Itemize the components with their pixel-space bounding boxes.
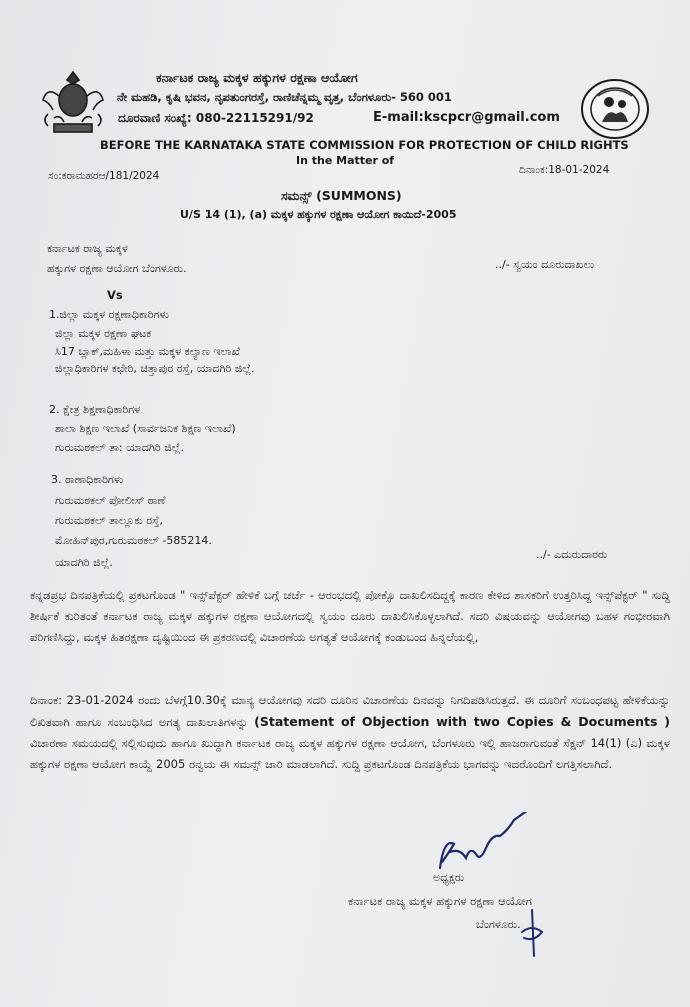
respondent-1-line: 1.ಜಿಲ್ಲಾ ಮಕ್ಕಳ ರಕ್ಷಣಾಧಿಕಾರಿಗಳು	[49, 308, 170, 321]
signature-mark	[432, 812, 552, 876]
respondent-3-line: 3. ಠಾಣಾಧಿಕಾರಿಗಳು	[51, 473, 124, 486]
document-date: ದಿನಾಂಕ:18-01-2024	[519, 164, 610, 176]
org-phone: ದೂರವಾಣಿ ಸಂಖ್ಯೆ: 080-22115291/92	[118, 111, 314, 125]
signatory-city: ಬೆಂಗಳೂರು.	[476, 918, 521, 931]
org-address: ನೇ ಮಹಡಿ, ಕೃಷಿ ಭವನ, ನೃಪತುಂಗರಸ್ತೆ, ರಾಣಿಚೆನ್ನಮ್ಮ ವೃತ್ತ, ಬೆಂಗಳೂರು- 560 001	[117, 90, 452, 104]
org-name-kannada: ಕರ್ನಾಟಕ ರಾಜ್ಯ ಮಕ್ಕಳ ಹಕ್ಕುಗಳ ರಕ್ಷಣಾ ಆಯೋಗ	[156, 70, 358, 85]
body-paragraph-2-text: ವಿಚಾರಣಾ ಸಮಯದಲ್ಲಿ ಸಲ್ಲಿಸುವುದು ಹಾಗೂ ಖುದ್ದಾಗಿ ಕರ್ನಾಟಕ ರಾಜ್ಯ ಮಕ್ಕಳ ಹಕ್ಕುಗಳ ರಕ್ಷಣಾ ಆಯೋಗ, ಬೆಂಗಳೂರು ಇಲ್ಲಿ ಹಾಜರಾಗುವಂತೆ ಸೆಕ್ಷನ್ 14(1) (ಎ) ಮಕ್ಕಳ ಹಕ್ಕುಗಳ ರಕ್ಷಣಾ ಆಯೋಗ ಕಾಯ್ದೆ 2005 ರನ್ವಯ ಈ ಸಮನ್ಸ್ ಜಾರಿ ಮಾಡಲಾಗಿದೆ. ಸುದ್ದಿ ಪ್ರಕಟಗೊಂಡ ದಿನಪತ್ರಿಕೆಯ ಭಾಗವನ್ನು ಇದರೊಂದಿಗೆ ಲಗತ್ತಿಸಲಾಗಿದೆ.	[30, 736, 670, 771]
signatory-designation: ಅಧ್ಯಕ್ಷರು	[433, 871, 465, 884]
matter-heading: In the Matter of	[296, 154, 395, 167]
org-email: E-mail:kscpcr@gmail.com	[373, 110, 560, 125]
respondent-1-line: ಸಿ17 ಬ್ಲಾಕ್,ಮಹಿಳಾ ಮತ್ತು ಮಕ್ಕಳ ಕಲ್ಯಾಣ ಇಲಾಖೆ	[55, 345, 240, 358]
body-paragraph-2	[30, 690, 670, 775]
respondent-2-line: 2. ಕ್ಷೇತ್ರ ಶಿಕ್ಷಣಾಧಿಕಾರಿಗಳ	[49, 403, 141, 416]
body-paragraph-2-text: ದಿನಾಂಕ: 23-01-2024 ರಂದು ಬೆಳಗ್ಗೆ10.30ಕ್ಕೆ ಮಾನ್ಯ ಆಯೋಗವು ಸದರಿ ದೂರಿನ ವಿಚಾರಣೆಯ ದಿನವನ್ನು ನಿಗದಿಪಡಿಸಿರುತ್ತದೆ. ಈ ದೂರಿಗೆ ಸಂಬಂಧಪಟ್ಟ ಹೇಳಿಕೆಯನ್ನು ಲಿಖಿತವಾಗಿ ಹಾಗೂ ಸಂಬಂಧಿಸಿದ ಅಗತ್ಯ ದಾಖಲಾತಿಗಳನ್ನು	[30, 693, 670, 729]
respondent-3-line: ಯಾದಗಿರಿ ಜಿಲ್ಲೆ.	[55, 556, 113, 569]
commission-logo-icon	[580, 78, 650, 140]
statement-of-objection-text: (Statement of Objection with two Copies & Documents )	[254, 714, 670, 729]
reference-number: ಸಂ:ಕರಾಮಹರಆ/181/2024	[48, 170, 160, 182]
complainant-line-1: ಕರ್ನಾಟಕ ರಾಜ್ಯ ಮಕ್ಕಳ	[47, 242, 128, 255]
respondent-role: ../- ಎದುರುದಾರರು	[536, 548, 608, 561]
complainant-line-2: ಹಕ್ಕುಗಳ ರಕ್ಷಣಾ ಆಯೋಗ ಬೆಂಗಳೂರು.	[47, 262, 187, 275]
respondent-3-line: ಗುರುಮಠಕಲ್ ಪೋಲೀಸ್ ಠಾಣೆ	[55, 494, 166, 507]
respondent-1-line: ಜಿಲ್ಲಾ ಮಕ್ಕಳ ರಕ್ಷಣಾ ಘಟಕ	[55, 327, 152, 340]
respondent-3-line: ಮೋಹಿನ್‌ಪುರ,ಗುರುಮಠಕಲ್ -585214.	[55, 534, 212, 547]
complainant-role: ../- ಸ್ವಯಂ ದೂರುದಾಖಲು	[495, 258, 595, 271]
respondent-3-line: ಗುರುಮಠಕಲ್ ತಾಲ್ಲೂಕು ರಸ್ತೆ,	[55, 514, 163, 527]
respondent-2-line: ಶಾಲಾ ಶಿಕ್ಷಣ ಇಲಾಖೆ (ಸಾರ್ವಜನಿಕ ಶಿಕ್ಷಣ ಇಲಾಖೆ)	[55, 422, 236, 435]
respondent-2-line: ಗುರುಮಠಕಲ್ ತಾ: ಯಾದಗಿರಿ ಜಿಲ್ಲೆ.	[55, 441, 184, 454]
before-heading: BEFORE THE KARNATAKA STATE COMMISSION FOR PROTECTION OF CHILD RIGHTS	[100, 138, 629, 152]
state-emblem-icon	[36, 66, 110, 140]
versus-label: Vs	[107, 288, 123, 302]
signatory-organisation: ಕರ್ನಾಟಕ ರಾಜ್ಯ ಮಕ್ಕಳ ಹಕ್ಕುಗಳ ರಕ್ಷಣಾ ಆಯೋಗ	[348, 894, 532, 908]
section-reference: U/S 14 (1), (a) ಮಕ್ಕಳ ಹಕ್ಕುಗಳ ರಕ್ಷಣಾ ಆಯೋಗ ಕಾಯಿದೆ-2005	[180, 208, 457, 221]
initial-mark	[512, 906, 552, 960]
respondent-1-line: ಜಿಲ್ಲಾಧಿಕಾರಿಗಳ ಕಛೇರಿ, ಚಿತ್ತಾಪುರ ರಸ್ತೆ, ಯಾದಗಿರಿ ಜಿಲ್ಲೆ.	[55, 362, 255, 375]
summons-title: ಸಮನ್ಸ್ (SUMMONS)	[281, 188, 402, 203]
body-paragraph-1: ಕನ್ನಡಪ್ರಭ ದಿನಪತ್ರಿಕೆಯಲ್ಲಿ ಪ್ರಕಟಗೊಂಡ " ಇನ್ಸ್‌ಪೆಕ್ಟರ್ ಹೇಳಿಕೆ ಬಗ್ಗೆ ಚರ್ಚೆ - ಆರಂಭದಲ್ಲಿ ಪೋಕ್ಸೊ ದಾಖಲಿಸದಿದ್ದಕ್ಕೆ ಕಾರಣ ಕೇಳಿದ ಶಾಸಕರಿಗೆ ಉತ್ತರಿಸಿದ್ದ ಇನ್ಸ್‌ಪೆಕ್ಟರ್ " ಸುದ್ದಿ ಶೀರ್ಷಿಕೆ ಕುರಿತಂತೆ ಕರ್ನಾಟಕ ರಾಜ್ಯ ಮಕ್ಕಳ ಹಕ್ಕುಗಳ ರಕ್ಷಣಾ ಆಯೋಗದಲ್ಲಿ ಸ್ವಯಂ ದೂರು ದಾಖಲಿಸಿಕೊಳ್ಳಲಾಗಿದೆ. ಸದರಿ ವಿಷಯವನ್ನು ಆಯೋಗವು ಬಹಳ ಗಂಭೀರವಾಗಿ ಪರಿಗಣಿಸಿದ್ದು, ಮಕ್ಕಳ ಹಿತರಕ್ಷಣಾ ದೃಷ್ಟಿಯಿಂದ ಈ ಪ್ರಕರಣದಲ್ಲಿ ವಿಚಾರಣೆಯ ಅಗತ್ಯತೆ ಆಯೋಗಕ್ಕೆ ಕಂಡುಬಂದ ಹಿನ್ನಲೆಯಲ್ಲಿ,	[30, 588, 670, 644]
